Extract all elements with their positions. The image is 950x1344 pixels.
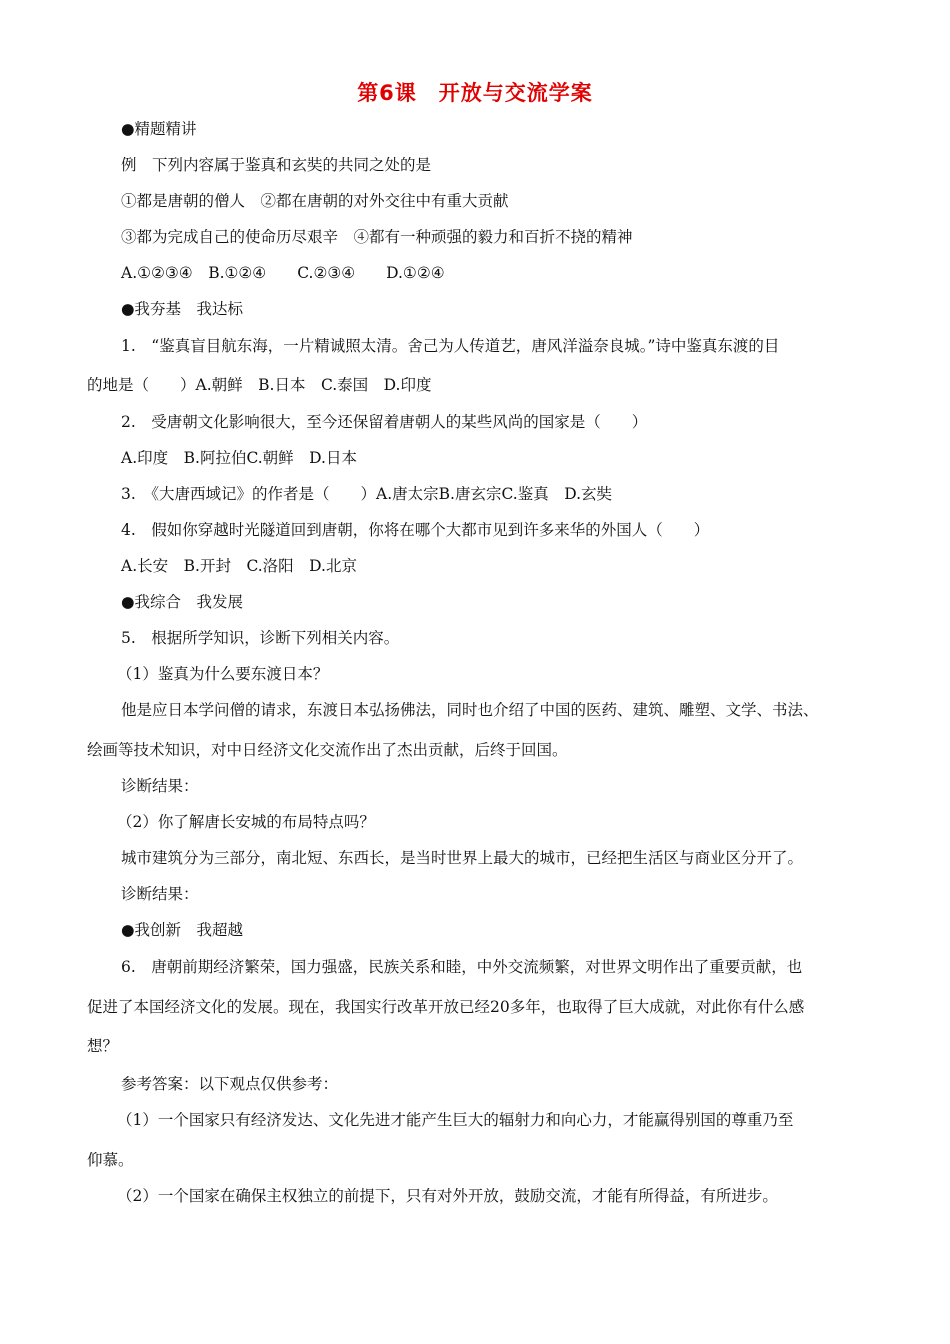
question-5-part-1: （1）鉴真为什么要东渡日本？ <box>117 665 329 683</box>
section-heading-chuangxin: ●我创新 我超越 <box>121 921 244 939</box>
question-4: 4. 假如你穿越时光隧道回到唐朝，你将在哪个大都市见到许多来华的外国人（ ） <box>121 521 710 539</box>
question-1-line-1: 1. “鉴真盲目航东海，一片精诚照太清。舍己为人传道艺，唐风洋溢奈良城。”诗中鉴真东渡的目 <box>121 337 780 355</box>
diagnosis-result-1: 诊断结果： <box>121 777 199 795</box>
example-question: 例 下列内容属于鉴真和玄奘的共同之处的是 <box>121 156 432 174</box>
section-heading-hangji: ●我夯基 我达标 <box>121 300 244 318</box>
lesson-title: 第6课 开放与交流学案 <box>357 81 593 105</box>
question-3: 3. 《大唐西域记》的作者是（ ）A.唐太宗B.唐玄宗C.鉴真 D.玄奘 <box>121 485 613 503</box>
question-6-line-2: 促进了本国经济文化的发展。现在，我国实行改革开放已经20多年，也取得了巨大成就，对此你有什么感 <box>87 998 805 1016</box>
answer-2: （2）一个国家在确保主权独立的前提下，只有对外开放，鼓励交流，才能有所得益，有所进步。 <box>117 1187 778 1205</box>
answer-1-line-2: 仰慕。 <box>87 1151 134 1169</box>
question-2-options: A.印度 B.阿拉伯C.朝鲜 D.日本 <box>121 449 357 467</box>
question-6-line-1: 6. 唐朝前期经济繁荣，国力强盛，民族关系和睦，中外交流频繁，对世界文明作出了重要贡献，也 <box>121 958 803 976</box>
part-2-text: 城市建筑分为三部分，南北短、东西长，是当时世界上最大的城市，已经把生活区与商业区分开了。 <box>121 849 804 867</box>
question-5: 5. 根据所学知识，诊断下列相关内容。 <box>121 629 400 647</box>
part-1-text-line-2: 绘画等技术知识，对中日经济文化交流作出了杰出贡献，后终于回国。 <box>87 741 568 759</box>
diagnosis-result-2: 诊断结果： <box>121 885 199 903</box>
reference-answer-heading: 参考答案：以下观点仅供参考： <box>121 1075 339 1093</box>
question-6-line-3: 想？ <box>87 1037 119 1055</box>
answer-1-line-1: （1）一个国家只有经济发达、文化先进才能产生巨大的辐射力和向心力，才能赢得别国的尊重乃至 <box>117 1111 794 1129</box>
example-statement-3-4: ③都为完成自己的使命历尽艰辛 ④都有一种顽强的毅力和百折不挠的精神 <box>121 228 633 246</box>
example-statement-1-2: ①都是唐朝的僧人 ②都在唐朝的对外交往中有重大贡献 <box>121 192 509 210</box>
example-options: A.①②③④ B.①②④ C.②③④ D.①②④ <box>121 264 445 282</box>
question-1-line-2: 的地是（ ）A.朝鲜 B.日本 C.泰国 D.印度 <box>87 376 432 394</box>
question-5-part-2: （2）你了解唐长安城的布局特点吗？ <box>117 813 375 831</box>
part-1-text-line-1: 他是应日本学问僧的请求，东渡日本弘扬佛法，同时也介绍了中国的医药、建筑、雕塑、文学、书法、 <box>121 701 819 719</box>
section-heading-jingti: ●精题精讲 <box>121 120 197 138</box>
section-heading-zonghe: ●我综合 我发展 <box>121 593 244 611</box>
question-2: 2. 受唐朝文化影响很大，至今还保留着唐朝人的某些风尚的国家是（ ） <box>121 413 648 431</box>
question-4-options: A.长安 B.开封 C.洛阳 D.北京 <box>121 557 357 575</box>
